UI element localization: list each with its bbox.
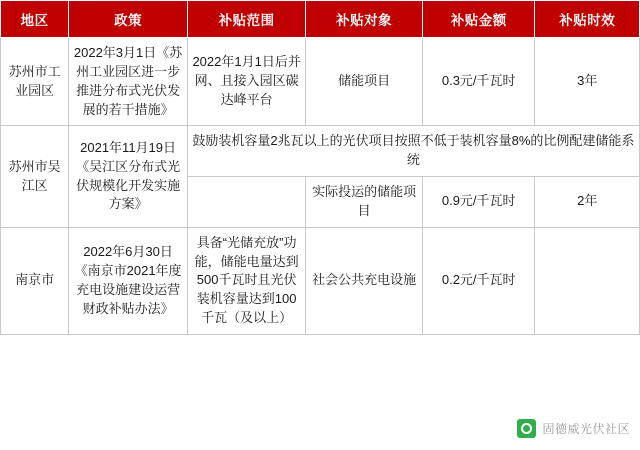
column-header-target: 补贴对象: [306, 1, 423, 38]
watermark: [517, 419, 630, 438]
cell-target: 实际投运的储能项目: [306, 177, 423, 228]
cell-scope: 具备“光储充放”功能，储能电量达到500千瓦时且光伏装机容量达到100千瓦（及以上）: [187, 227, 306, 334]
cell-scope: [187, 177, 306, 228]
column-header-term: 补贴时效: [535, 1, 640, 38]
cell-region: 苏州市吴江区: [1, 126, 69, 227]
cell-amount: 0.9元/千瓦时: [422, 177, 535, 228]
column-header-scope: 补贴范围: [187, 1, 306, 38]
cell-region: 苏州市工业园区: [1, 38, 69, 126]
table-row: [1, 126, 640, 177]
cell-region: 南京市: [1, 227, 69, 334]
cell-target: 储能项目: [306, 38, 423, 126]
cell-amount: 0.3元/千瓦时: [422, 38, 535, 126]
table-header-row: [1, 1, 640, 38]
cell-amount: 0.2元/千瓦时: [422, 227, 535, 334]
cell-policy-note: 鼓励装机容量2兆瓦以上的光伏项目按照不低于装机容量8%的比例配建储能系统: [187, 126, 639, 177]
cell-policy: 2022年6月30日《南京市2021年度充电设施建设运营财政补贴办法》: [69, 227, 188, 334]
column-header-policy: 政策: [69, 1, 188, 38]
cell-scope: 2022年1月1日后并网、且接入园区碳达峰平台: [187, 38, 306, 126]
watermark-label: 固德威光伏社区: [542, 422, 630, 436]
brand-logo-icon: [517, 419, 536, 438]
cell-term: 2年: [535, 177, 640, 228]
cell-policy: 2021年11月19日《吴江区分布式光伏规模化开发实施方案》: [69, 126, 188, 227]
cell-term: 3年: [535, 38, 640, 126]
column-header-amount: 补贴金额: [422, 1, 535, 38]
table-row: [1, 38, 640, 126]
table-row: [1, 227, 640, 334]
column-header-region: 地区: [1, 1, 69, 38]
cell-target: 社会公共充电设施: [306, 227, 423, 334]
cell-term: [535, 227, 640, 334]
cell-policy: 2022年3月1日《苏州工业园区进一步推进分布式光伏发展的若干措施》: [69, 38, 188, 126]
